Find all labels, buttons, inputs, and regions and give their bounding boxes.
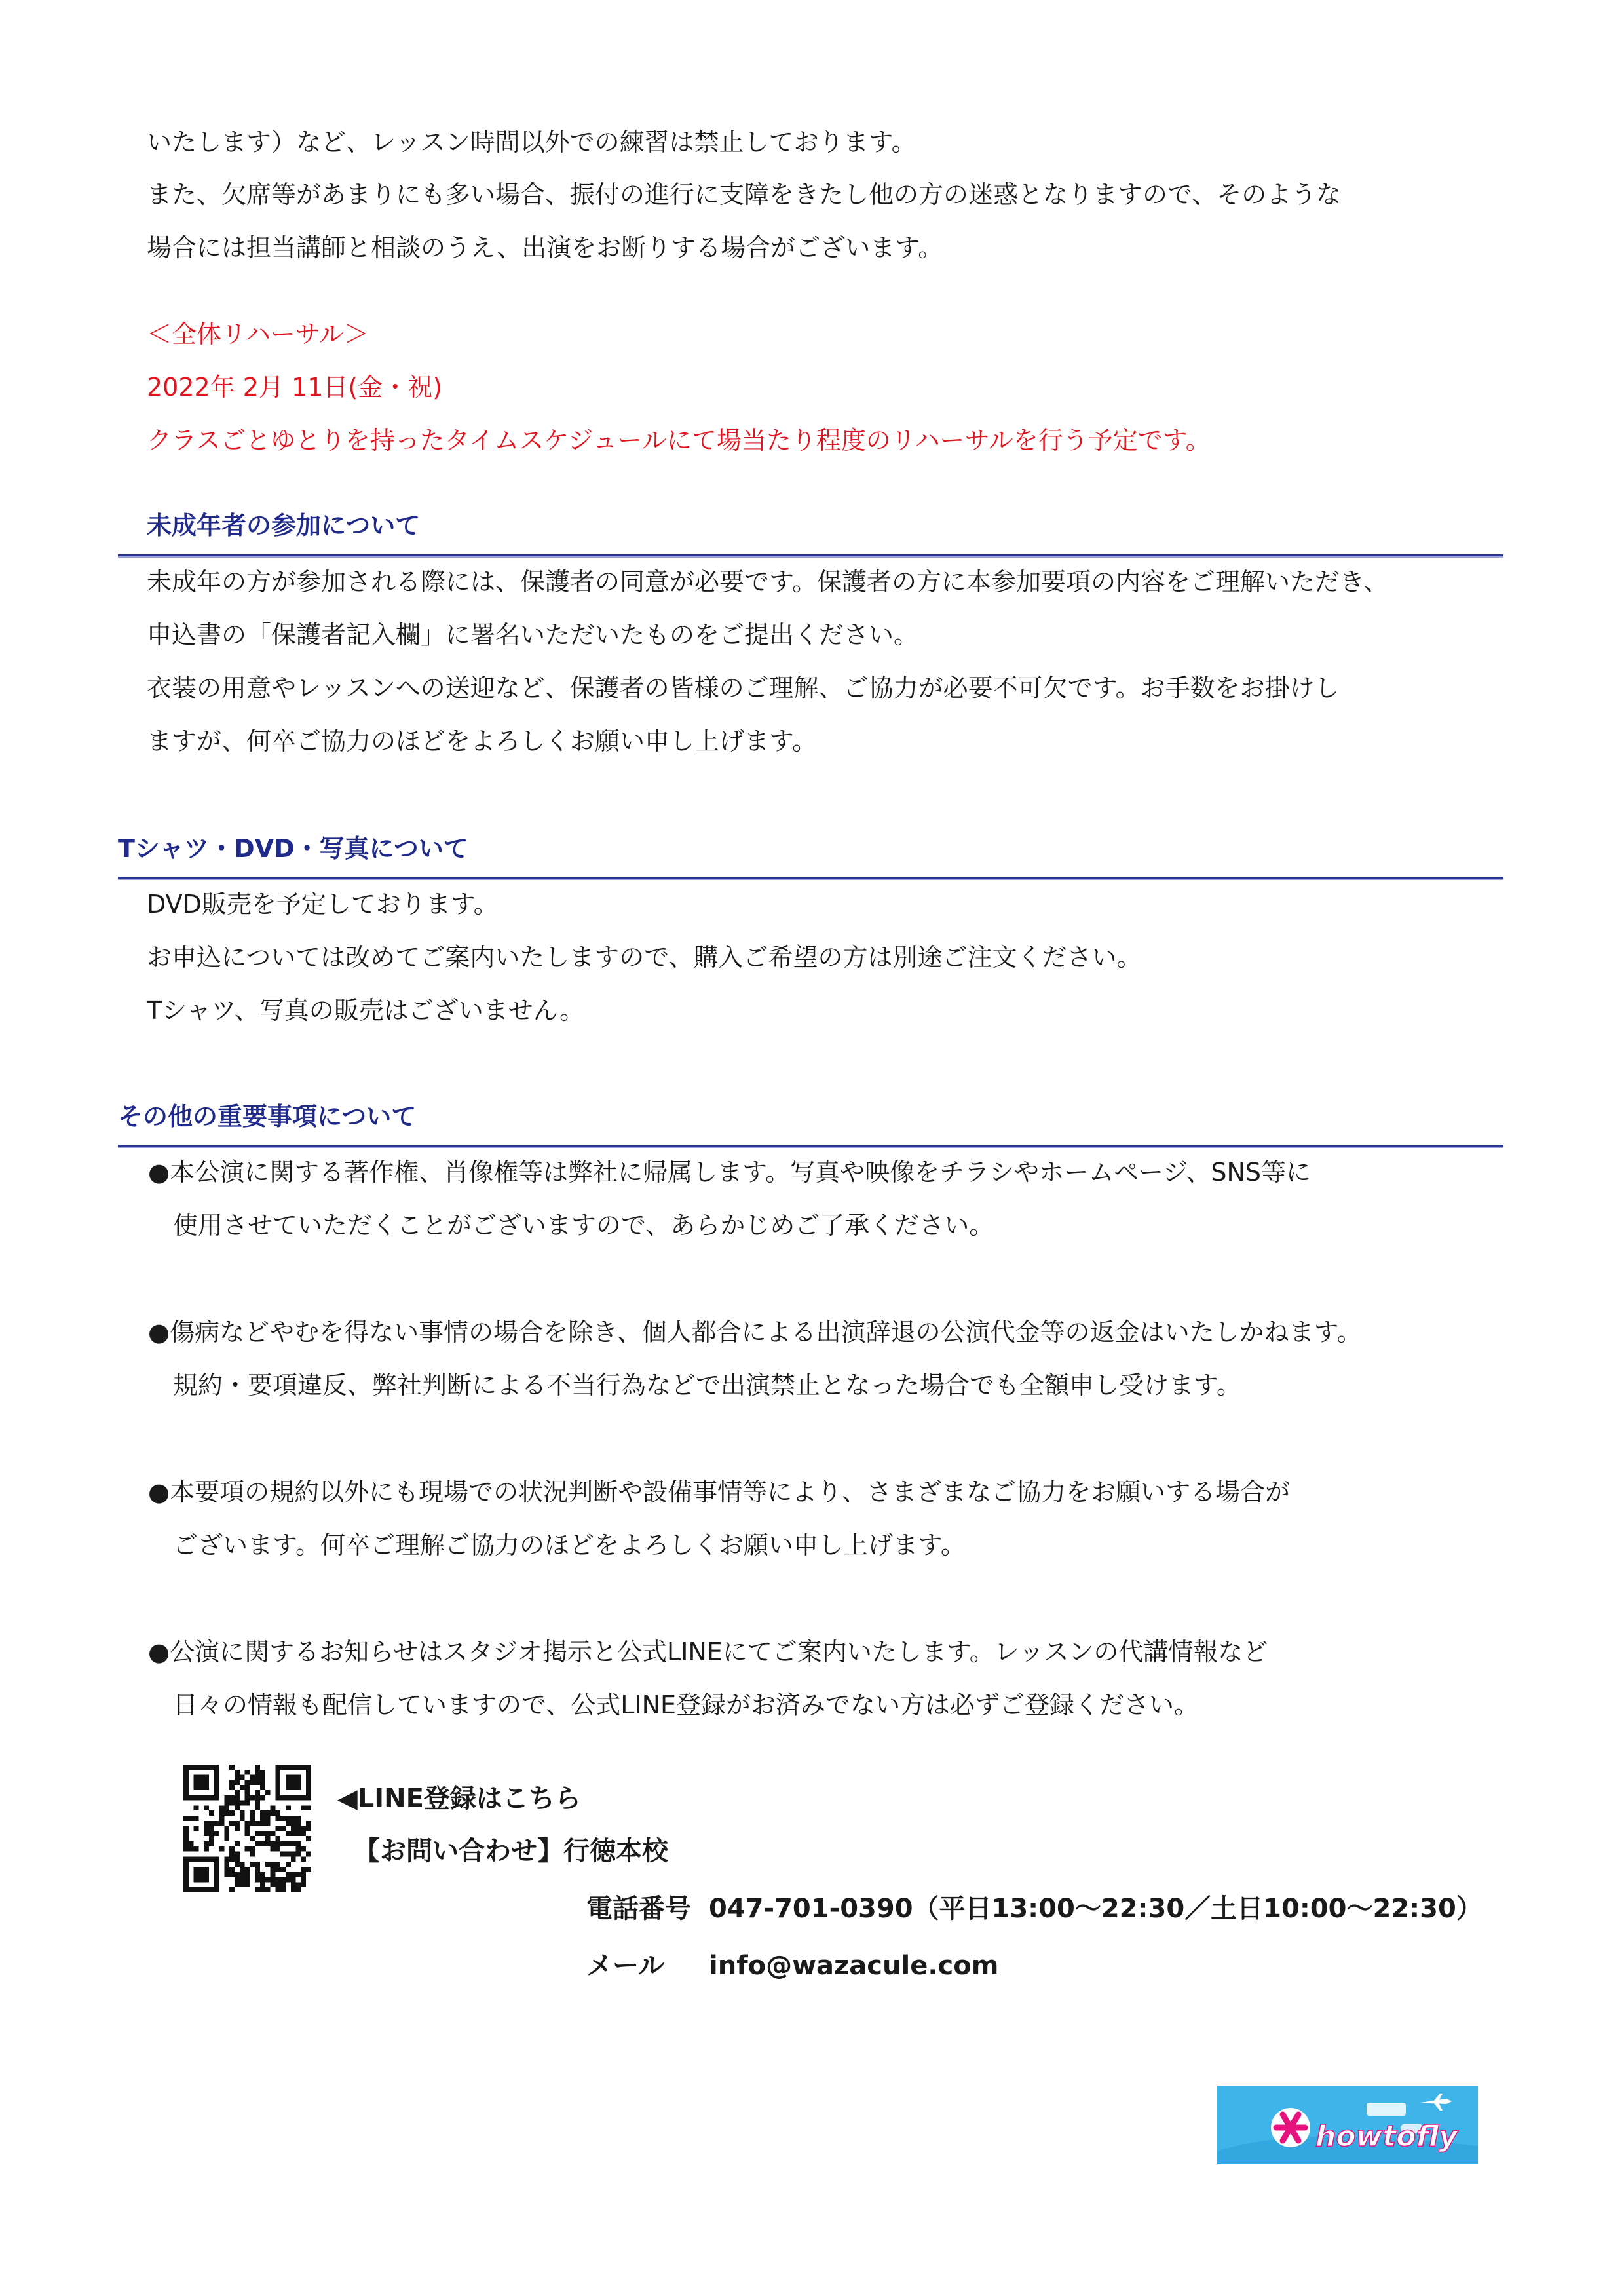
line-register-label[interactable]: ◀LINE登録はこちら — [337, 1784, 581, 1814]
minors-line-4: ますが、何卒ご協力のほどをよろしくお願い申し上げます。 — [147, 727, 817, 756]
other-item-1-line-1: ●本公演に関する著作権、肖像権等は弊社に帰属します。写真や映像をチラシやホームページ、SNS等に — [148, 1158, 1311, 1187]
other-item-4-line-2: 日々の情報も配信していますので、公式LINE登録がお済みでない方は必ずご登録ください。 — [173, 1691, 1199, 1719]
line-qr-code[interactable] — [183, 1765, 311, 1892]
minors-rule — [118, 554, 1503, 558]
minors-heading: 未成年者の参加について — [147, 511, 421, 540]
minors-line-2: 申込書の「保護者記入欄」に署名いただいたものをご提出ください。 — [147, 621, 919, 649]
minors-line-3: 衣装の用意やレッスンへの送迎など、保護者の皆様のご理解、ご協力が必要不可欠です。お手数をお掛けし — [147, 674, 1340, 702]
inquiry-label: 【お問い合わせ】行徳本校 — [354, 1836, 668, 1866]
other-item-3-line-1: ●本要項の規約以外にも現場での状況判断や設備事情等により、さまざまなご協力をお願いする場合が — [148, 1478, 1291, 1506]
howtofly-logo — [1217, 2086, 1478, 2164]
other-rule — [118, 1145, 1503, 1148]
other-item-2-line-1: ●傷病などやむを得ない事情の場合を除き、個人都合による出演辞退の公演代金等の返金はいたしかねます。 — [148, 1318, 1362, 1347]
phone-number: 047-701-0390（平日13:00～22:30／土日10:00～22:30） — [709, 1894, 1482, 1924]
other-item-2-line-2: 規約・要項違反、弊社判断による不当行為などで出演禁止となった場合でも全額申し受けます。 — [173, 1371, 1241, 1400]
other-item-4-line-1: ●公演に関するお知らせはスタジオ掲示と公式LINEにてご案内いたします。レッスンの代講情報など — [148, 1637, 1268, 1666]
other-item-1-line-2: 使用させていただくことがございますので、あらかじめご了承ください。 — [173, 1211, 994, 1240]
rehearsal-date: 2022年 2月 11日(金・祝) — [147, 373, 443, 402]
minors-line-1: 未成年の方が参加される際には、保護者の同意が必要です。保護者の方に本参加要項の内容をご理解いただき、 — [147, 567, 1389, 596]
merch-rule — [118, 877, 1503, 880]
other-item-3-line-2: ございます。何卒ご理解ご協力のほどをよろしくお願い申し上げます。 — [173, 1531, 966, 1559]
rehearsal-title: ＜全体リハーサル＞ — [147, 320, 369, 349]
logo-text: howtofly — [1315, 2120, 1458, 2153]
mail-label: メール — [586, 1951, 665, 1981]
merch-line-2: お申込については改めてご案内いたしますので、購入ご希望の方は別途ご注文ください。 — [147, 943, 1142, 972]
merch-line-3: Tシャツ、写真の販売はございません。 — [147, 996, 585, 1025]
intro-line-1: いたします）など、レッスン時間以外での練習は禁止しております。 — [147, 128, 916, 157]
merch-heading: Tシャツ・DVD・写真について — [118, 834, 468, 863]
rehearsal-note: クラスごとゆとりを持ったタイムスケジュールにて場当たり程度のリハーサルを行う予定です。 — [147, 426, 1211, 455]
merch-line-1: DVD販売を予定しております。 — [147, 890, 499, 919]
intro-line-2: また、欠席等があまりにも多い場合、振付の進行に支障をきたし他の方の迷惑となりますので、そのような — [147, 180, 1342, 209]
intro-line-3: 場合には担当講師と相談のうえ、出演をお断りする場合がございます。 — [147, 233, 943, 262]
phone-label: 電話番号 — [586, 1894, 691, 1924]
mail-address[interactable]: info@wazacule.com — [709, 1951, 999, 1981]
other-heading: その他の重要事項について — [118, 1102, 417, 1131]
